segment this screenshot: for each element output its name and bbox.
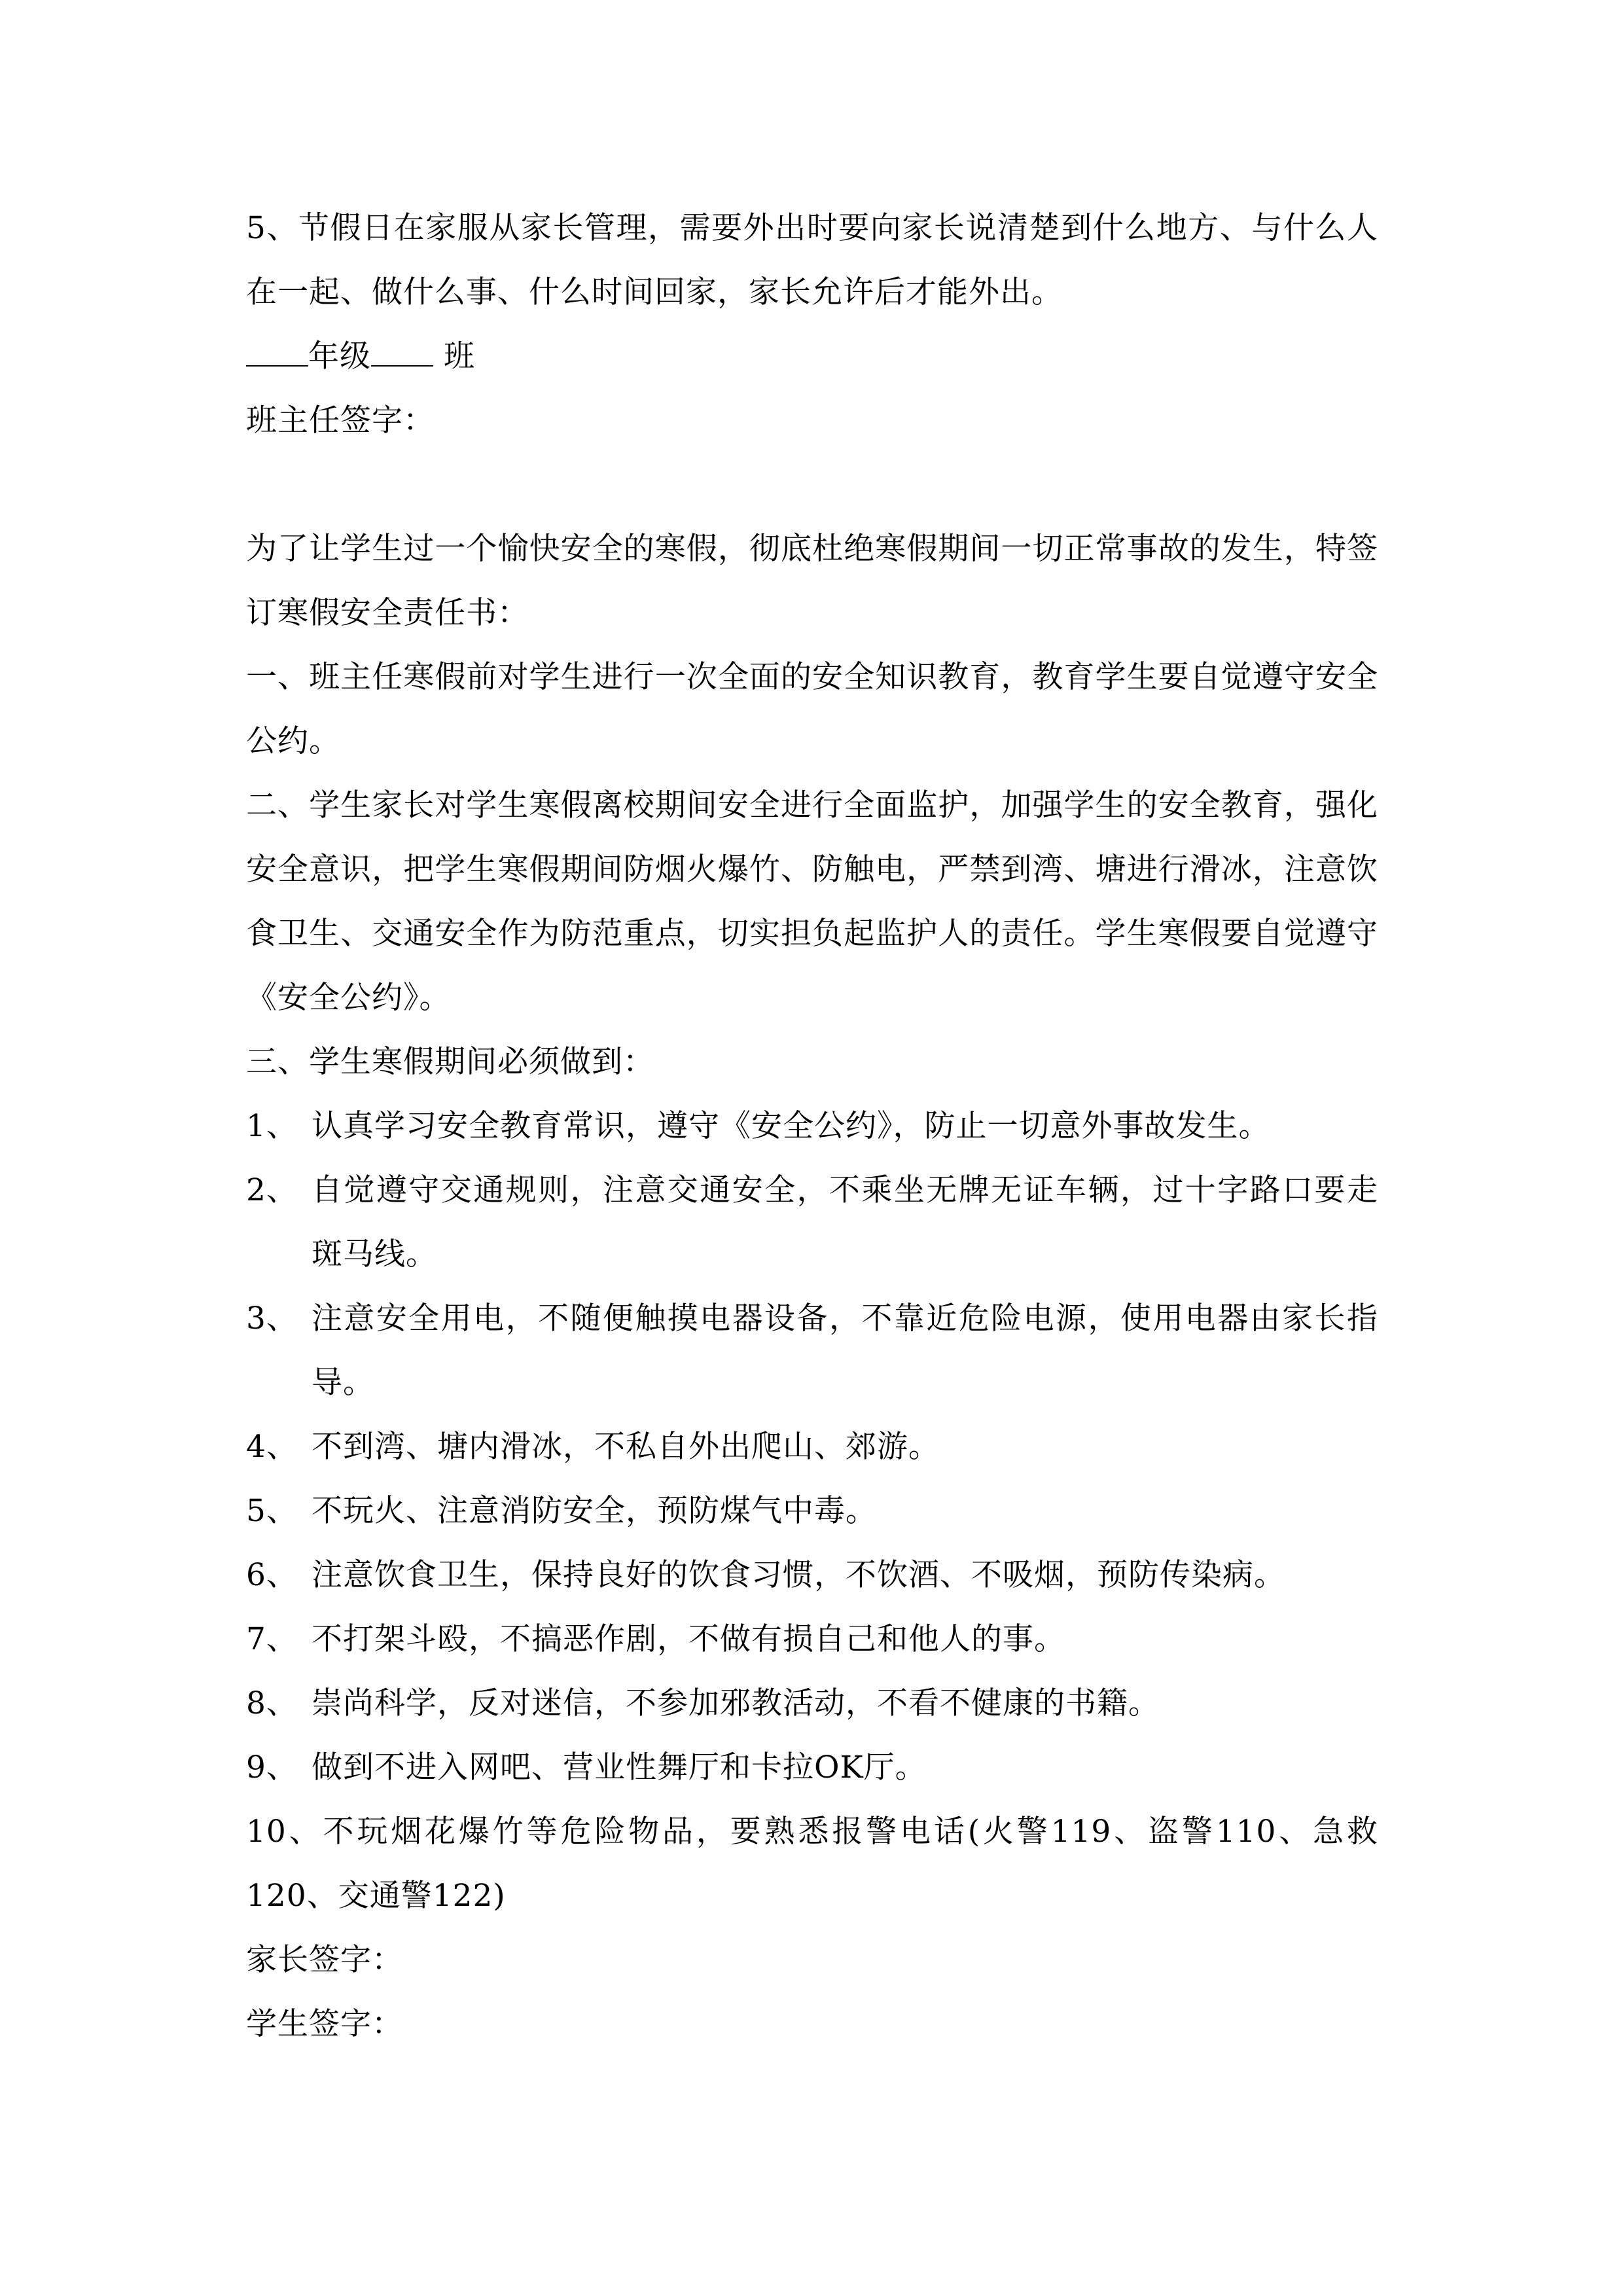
list-item-text: 注意安全用电，不随便触摸电器设备，不靠近危险电源，使用电器由家长指导。 [312, 1300, 1378, 1401]
list-item-number: 2、 [246, 1172, 298, 1208]
rule-5-paragraph: 5、节假日在家服从家长管理，需要外出时要向家长说清楚到什么地方、与什么人在一起、做什么事、什么时间回家，家长允许后才能外出。 [246, 210, 1378, 310]
list-item-number: 3、 [246, 1300, 298, 1336]
list-item-number: 8、 [246, 1685, 298, 1721]
list-item [246, 1094, 1378, 1158]
list-item-text: 注意饮食卫生，保持良好的饮食习惯，不饮酒、不吸烟，预防传染病。 [312, 1557, 1285, 1593]
list-item-text: 不到湾、塘内滑冰，不私自外出爬山、郊游。 [312, 1429, 940, 1465]
list-item [246, 1607, 1378, 1672]
list-item [246, 1415, 1378, 1479]
list-item-number: 7、 [246, 1621, 298, 1657]
list-item-text: 自觉遵守交通规则，注意交通安全，不乘坐无牌无证车辆，过十字路口要走斑马线。 [312, 1172, 1378, 1272]
list-item [246, 1543, 1378, 1607]
list-item-number: 4、 [246, 1429, 298, 1465]
list-item-number: 6、 [246, 1557, 298, 1593]
document-body [246, 196, 1378, 2056]
parent-signature-label: 家长签字： [246, 1942, 403, 1978]
list-item-10: 10、不玩烟花爆竹等危险物品，要熟悉报警电话(火警119、盗警110、急救120、交通警122) [246, 1814, 1378, 1914]
list-item [246, 1736, 1378, 1800]
list-item-text: 做到不进入网吧、营业性舞厅和卡拉OK厅。 [312, 1749, 927, 1785]
list-item-number: 9、 [246, 1749, 298, 1785]
list-item-text: 崇尚科学，反对迷信，不参加邪教活动，不看不健康的书籍。 [312, 1685, 1160, 1721]
list-item-text: 认真学习安全教育常识，遵守《安全公约》，防止一切意外事故发生。 [312, 1108, 1270, 1144]
section-spacer [246, 453, 1378, 517]
list-item-number: 1、 [246, 1108, 298, 1144]
section-2-paragraph: 二、学生家长对学生寒假离校期间安全进行全面监护，加强学生的安全教育，强化安全意识，把学生寒假期间防烟火爆竹、防触电，严禁到湾、塘进行滑冰，注意饮食卫生、交通安全作为防范重点，切实担负起监护人的责任。学生寒假要自觉遵守《安全公约》。 [246, 787, 1378, 1016]
grade-label: 年级 [308, 338, 371, 374]
list-item [246, 1287, 1378, 1415]
list-item-number: 5、 [246, 1493, 298, 1529]
list-item [246, 1479, 1378, 1543]
class-label: 班 [433, 338, 475, 374]
grade-blank [246, 329, 308, 367]
grade-class-line [246, 325, 1378, 389]
list-item-text: 不玩火、注意消防安全，预防煤气中毒。 [312, 1493, 877, 1529]
teacher-signature-label: 班主任签字： [246, 403, 435, 439]
list-item [246, 1158, 1378, 1287]
list-item [246, 1672, 1378, 1736]
agreement-intro: 为了让学生过一个愉快安全的寒假，彻底杜绝寒假期间一切正常事故的发生，特签订寒假安全责任书： [246, 531, 1378, 631]
class-blank [371, 329, 433, 367]
list-item-text: 不打架斗殴，不搞恶作剧，不做有损自己和他人的事。 [312, 1621, 1065, 1657]
section-1-paragraph: 一、班主任寒假前对学生进行一次全面的安全知识教育，教育学生要自觉遵守安全公约。 [246, 659, 1378, 759]
student-signature-label: 学生签字： [246, 2006, 403, 2042]
section-3-title: 三、学生寒假期间必须做到： [246, 1044, 654, 1080]
